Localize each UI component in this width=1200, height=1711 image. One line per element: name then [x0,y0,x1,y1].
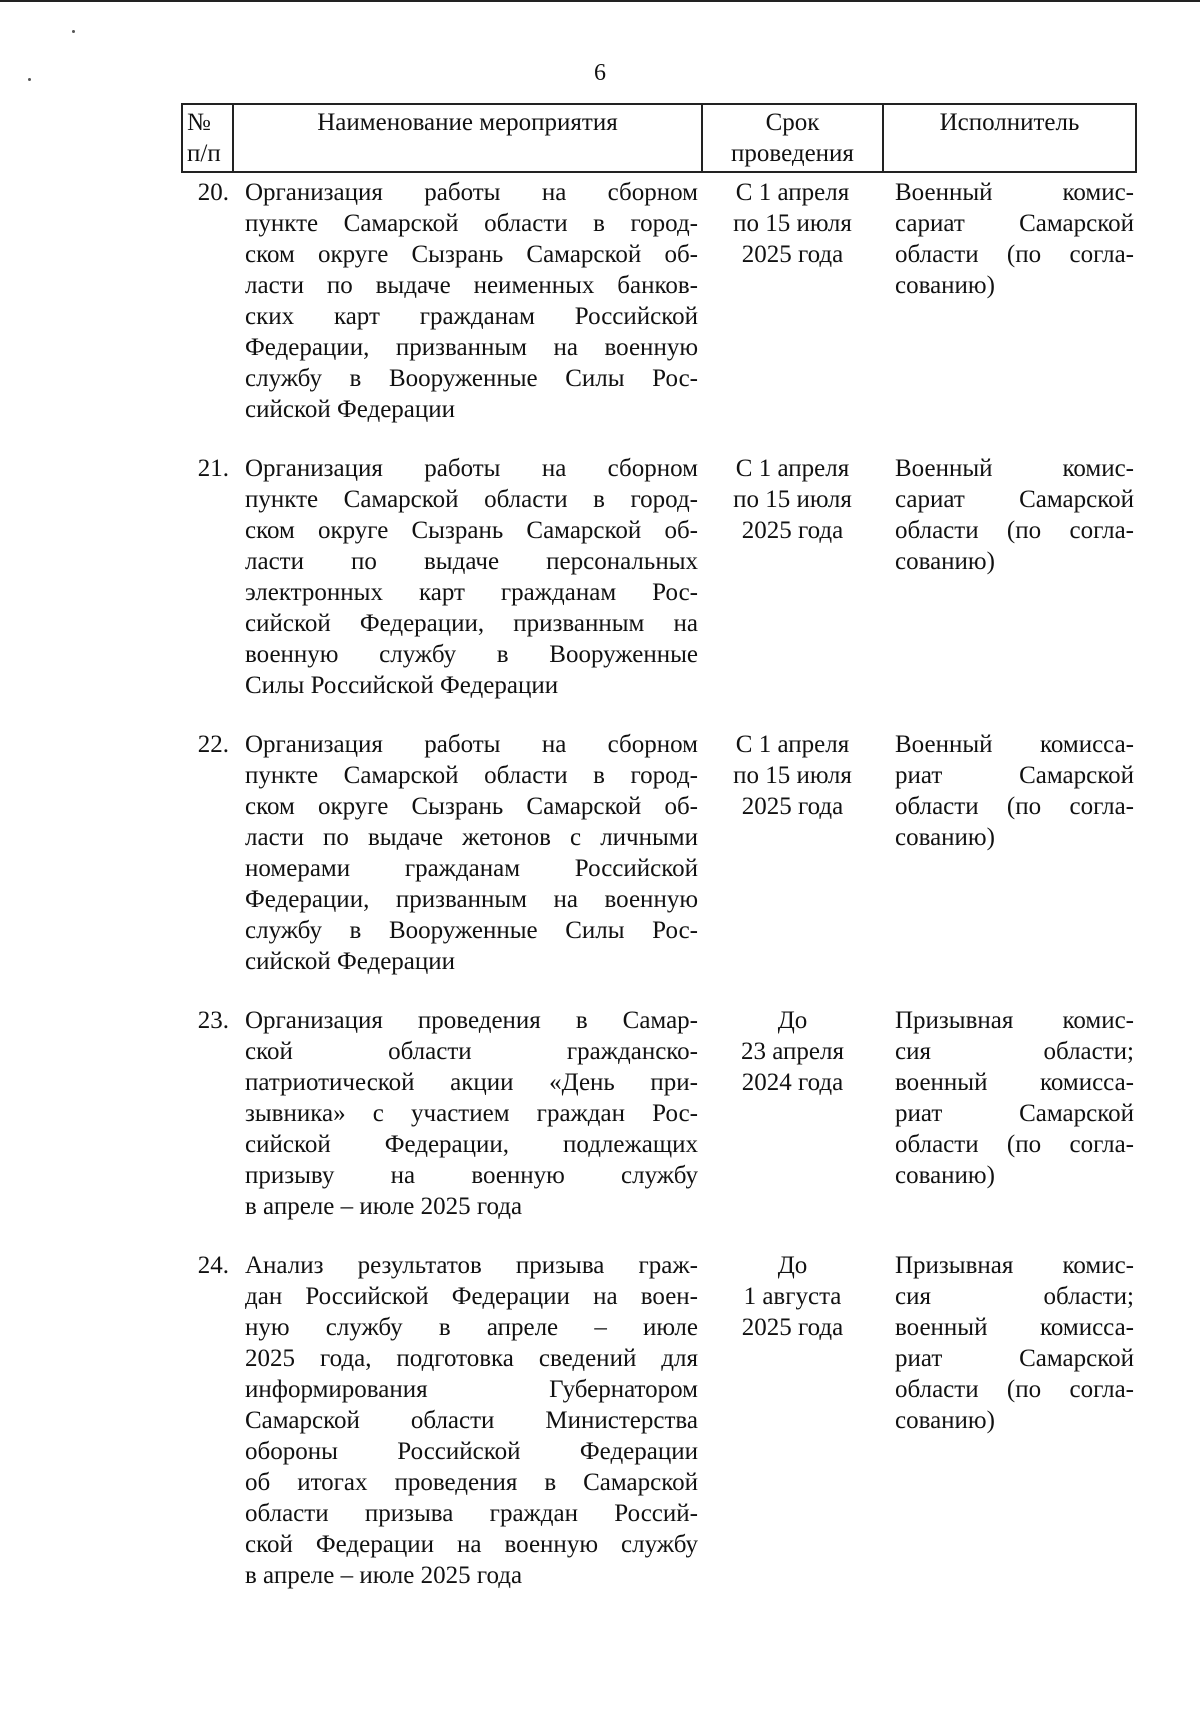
scan-speck [28,78,31,81]
header-name: Наименование мероприятия [233,104,702,172]
measure-name-line: номерами гражданам Российской [245,855,698,882]
measure-executor-line: сованию) [895,272,995,299]
measure-term [702,425,883,701]
measure-name-line: области призыва граждан Россий- [245,1500,698,1527]
measure-executor-line: Призывная комис- [895,1007,1134,1034]
measure-term-line: С 1 апреля [735,455,850,482]
measure-name-line: ласти по выдаче персональных [245,548,698,575]
measure-term [702,1222,883,1591]
measure-name-line: службу в Вооруженные Силы Рос- [245,365,698,392]
header-number: № п/п [182,104,233,172]
measure-name-line: сийской Федерации, подлежащих [245,1131,698,1158]
measure-name-line: ской области гражданско- [245,1038,698,1065]
measure-name-line: ской Федерации на военную службу [245,1531,698,1558]
measure-executor-line: сия области; [895,1283,1134,1310]
measure-executor-line: военный комисса- [895,1069,1134,1096]
measure-term-line: 2025 года [741,1314,844,1341]
scan-speck [72,30,75,33]
measure-name-line: призыву на военную службу [245,1162,698,1189]
measure-name-line: пункте Самарской области в город- [245,210,698,237]
measure-executor [883,1222,1136,1591]
measure-name-line: дан Российской Федерации на воен- [245,1283,698,1310]
measure-name [233,172,702,425]
measure-name-line: ласти по выдаче жетонов с личными [245,824,698,851]
measure-executor-line: Призывная комис- [895,1252,1134,1279]
measure-name-line: 2025 года, подготовка сведений для [245,1345,698,1372]
measure-term-line: по 15 июля [733,762,852,789]
measure-executor-line: области (по согла- [895,1376,1134,1403]
measure-name-line: об итогах проведения в Самарской [245,1469,698,1496]
measure-name [233,425,702,701]
measure-term-line: До [777,1252,808,1279]
measure-name-line: Организация работы на сборном [245,731,698,758]
table-row [182,977,1136,1222]
measure-name [233,701,702,977]
measure-executor [883,425,1136,701]
measure-name-line: Федерации, призванным на военную [245,334,698,361]
measure-executor-line: сованию) [895,1162,995,1189]
header-term: Срок проведения [702,104,883,172]
measure-term [702,172,883,425]
measure-term [702,701,883,977]
measure-executor-line: области (по согла- [895,241,1134,268]
measure-term-line: С 1 апреля [735,179,850,206]
measure-name-line: информирования Губернатором [245,1376,698,1403]
measure-name-line: пункте Самарской области в город- [245,486,698,513]
measure-name-line: Анализ результатов призыва граж- [245,1252,698,1279]
measure-executor-line: сованию) [895,548,995,575]
measure-executor-line: военный комисса- [895,1314,1134,1341]
row-number: 20. [197,179,229,206]
measure-name [233,1222,702,1591]
top-rule [0,0,1200,2]
row-number: 24. [197,1252,229,1279]
row-number: 21. [197,455,229,482]
measure-name-line: патриотической акции «День при- [245,1069,698,1096]
measure-executor-line: риат Самарской [895,762,1134,789]
measure-executor-line: Военный комисса- [895,731,1134,758]
measure-name-line: в апреле – июле 2025 года [245,1562,523,1589]
table-body [182,172,1136,1591]
measure-name-line: зывника» с участием граждан Рос- [245,1100,698,1127]
measure-executor-line: сованию) [895,824,995,851]
measure-name-line: обороны Российской Федерации [245,1438,698,1465]
measure-name-line: ских карт гражданам Российской [245,303,698,330]
measure-name-line: ском округе Сызрань Самарской об- [245,517,698,544]
measure-name-line: сийской Федерации [245,396,456,423]
table-row [182,425,1136,701]
measure-name-line: в апреле – июле 2025 года [245,1193,523,1220]
measure-name-line: службу в Вооруженные Силы Рос- [245,917,698,944]
measure-executor-line: области (по согла- [895,517,1134,544]
measure-name-line: ском округе Сызрань Самарской об- [245,793,698,820]
measure-executor [883,701,1136,977]
measure-executor [883,172,1136,425]
measure-name-line: Самарской области Министерства [245,1407,698,1434]
measure-executor-line: Военный комис- [895,455,1134,482]
measure-executor-line: риат Самарской [895,1345,1134,1372]
measure-executor-line: Военный комис- [895,179,1134,206]
measure-name-line: военную службу в Вооруженные [245,641,698,668]
measure-term-line: по 15 июля [733,210,852,237]
measures-table [181,103,1137,1591]
measure-name-line: ском округе Сызрань Самарской об- [245,241,698,268]
measure-name-line: сийской Федерации, призванным на [245,610,698,637]
measure-term-line: 23 апреля [741,1038,844,1065]
measure-term-line: 2025 года [741,241,844,268]
measure-name-line: Организация работы на сборном [245,455,698,482]
page-number: 6 [594,60,606,86]
measure-executor-line: сариат Самарской [895,486,1134,513]
measure-name-line: Организация проведения в Самар- [245,1007,698,1034]
table-header-row [182,104,1136,172]
measure-executor-line: сия области; [895,1038,1134,1065]
measure-term [702,977,883,1222]
measure-term-line: До [777,1007,808,1034]
measure-executor-line: области (по согла- [895,1131,1134,1158]
measure-name-line: Силы Российской Федерации [245,672,559,699]
measure-name-line: электронных карт гражданам Рос- [245,579,698,606]
measure-term-line: 1 августа [743,1283,842,1310]
measure-executor-line: области (по согла- [895,793,1134,820]
measure-name-line: ную службу в апреле – июле [245,1314,698,1341]
measure-executor-line: сованию) [895,1407,995,1434]
header-executor: Исполнитель [883,104,1136,172]
row-number: 22. [197,731,229,758]
measure-term-line: 2024 года [741,1069,844,1096]
table-row [182,1222,1136,1591]
measure-name-line: сийской Федерации [245,948,456,975]
measure-term-line: С 1 апреля [735,731,850,758]
measure-term-line: 2025 года [741,517,844,544]
table-row [182,172,1136,425]
measure-name [233,977,702,1222]
measure-name-line: пункте Самарской области в город- [245,762,698,789]
measure-name-line: ласти по выдаче неименных банков- [245,272,698,299]
measure-term-line: по 15 июля [733,486,852,513]
measure-term-line: 2025 года [741,793,844,820]
measure-name-line: Федерации, призванным на военную [245,886,698,913]
row-number: 23. [197,1007,229,1034]
measure-executor [883,977,1136,1222]
measure-executor-line: риат Самарской [895,1100,1134,1127]
table-row [182,701,1136,977]
measure-executor-line: сариат Самарской [895,210,1134,237]
measure-name-line: Организация работы на сборном [245,179,698,206]
